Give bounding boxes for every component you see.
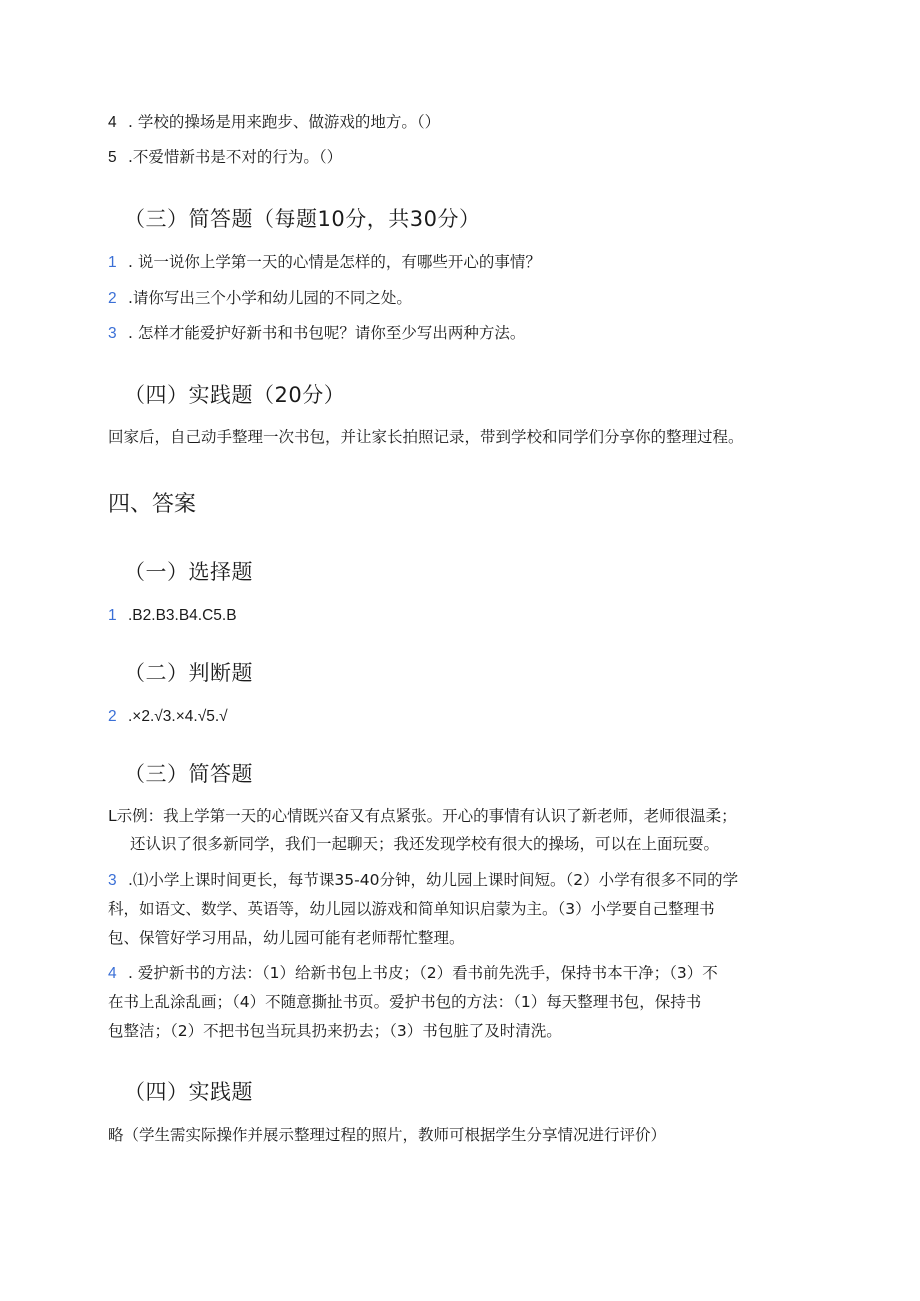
item-number: 5 bbox=[108, 149, 117, 166]
item-text: .请你写出三个小学和幼儿园的不同之处。 bbox=[128, 289, 412, 307]
answer-1-line-1: L示例：我上学第一天的心情既兴奋又有点紧张。开心的事情有认识了新老师，老师很温柔； bbox=[108, 807, 737, 825]
item-text: . 说一说你上学第一天的心情是怎样的，有哪些开心的事情？ bbox=[128, 253, 541, 271]
item-text: .×2.√3.×4.√5.√ bbox=[128, 708, 228, 725]
answer-1-line-2: 还认识了很多新同学，我们一起聊天；我还发现学校有很大的操场，可以在上面玩耍。 bbox=[130, 835, 720, 853]
item-number: 3 bbox=[108, 325, 117, 342]
question-item-1 bbox=[108, 252, 541, 273]
item-text: .不爱惜新书是不对的行为。（） bbox=[128, 148, 343, 166]
answers-choice-title: （一）选择题 bbox=[124, 560, 253, 584]
answers-title: 四、答案 bbox=[108, 492, 197, 517]
section-title-short-answer: （三）简答题（每题10分，共30分） bbox=[124, 207, 481, 231]
answer-4-line-1 bbox=[108, 963, 718, 984]
answer-4-line-2: 在书上乱涂乱画；（4）不随意撕扯书页。爱护书包的方法：（1）每天整理书包，保持书 bbox=[108, 993, 702, 1011]
answers-practice-text: 略（学生需实际操作并展示整理过程的照片，教师可根据学生分享情况进行评价） bbox=[108, 1126, 667, 1144]
item-text: .B2.B3.B4.C5.B bbox=[128, 607, 237, 624]
question-item-2 bbox=[108, 288, 412, 309]
item-text: . 爱护新书的方法：（1）给新书包上书皮；（2）看书前先洗手，保持书本干净；（3）不 bbox=[128, 964, 718, 982]
item-number: 2 bbox=[108, 708, 117, 725]
judgement-item-4 bbox=[108, 112, 440, 133]
answers-choice-line bbox=[108, 605, 237, 626]
item-number: 2 bbox=[108, 290, 117, 307]
item-text: . 学校的操场是用来跑步、做游戏的地方。（） bbox=[128, 113, 441, 131]
practice-question: 回家后，自己动手整理一次书包，并让家长拍照记录，带到学校和同学们分享你的整理过程。 bbox=[108, 428, 744, 446]
item-text: .⑴小学上课时间更长，每节课35-40分钟，幼儿园上课时间短。（2）小学有很多不同的学 bbox=[128, 871, 739, 889]
item-number: 1 bbox=[108, 254, 117, 271]
answer-3-line-1 bbox=[108, 870, 738, 891]
answer-3-line-3: 包、保管好学习用品，幼儿园可能有老师帮忙整理。 bbox=[108, 929, 465, 947]
item-number: 1 bbox=[108, 607, 117, 624]
section-title-practice: （四）实践题（20分） bbox=[124, 383, 346, 407]
item-number: 4 bbox=[108, 965, 117, 982]
answer-4-line-3: 包整洁；（2）不把书包当玩具扔来扔去；（3）书包脏了及时清洗。 bbox=[108, 1022, 562, 1040]
item-text: . 怎样才能爱护好新书和书包呢？请你至少写出两种方法。 bbox=[128, 324, 526, 342]
answers-practice-title: （四）实践题 bbox=[124, 1080, 253, 1104]
judgement-item-5 bbox=[108, 147, 342, 168]
answer-3-line-2: 科，如语文、数学、英语等，幼儿园以游戏和简单知识启蒙为主。（3）小学要自己整理书 bbox=[108, 900, 715, 918]
question-item-3 bbox=[108, 323, 525, 344]
item-number: 3 bbox=[108, 872, 117, 889]
item-number: 4 bbox=[108, 114, 117, 131]
answers-judge-title: （二）判断题 bbox=[124, 661, 253, 685]
answers-short-title: （三）简答题 bbox=[124, 762, 253, 786]
answers-judge-line bbox=[108, 706, 228, 727]
